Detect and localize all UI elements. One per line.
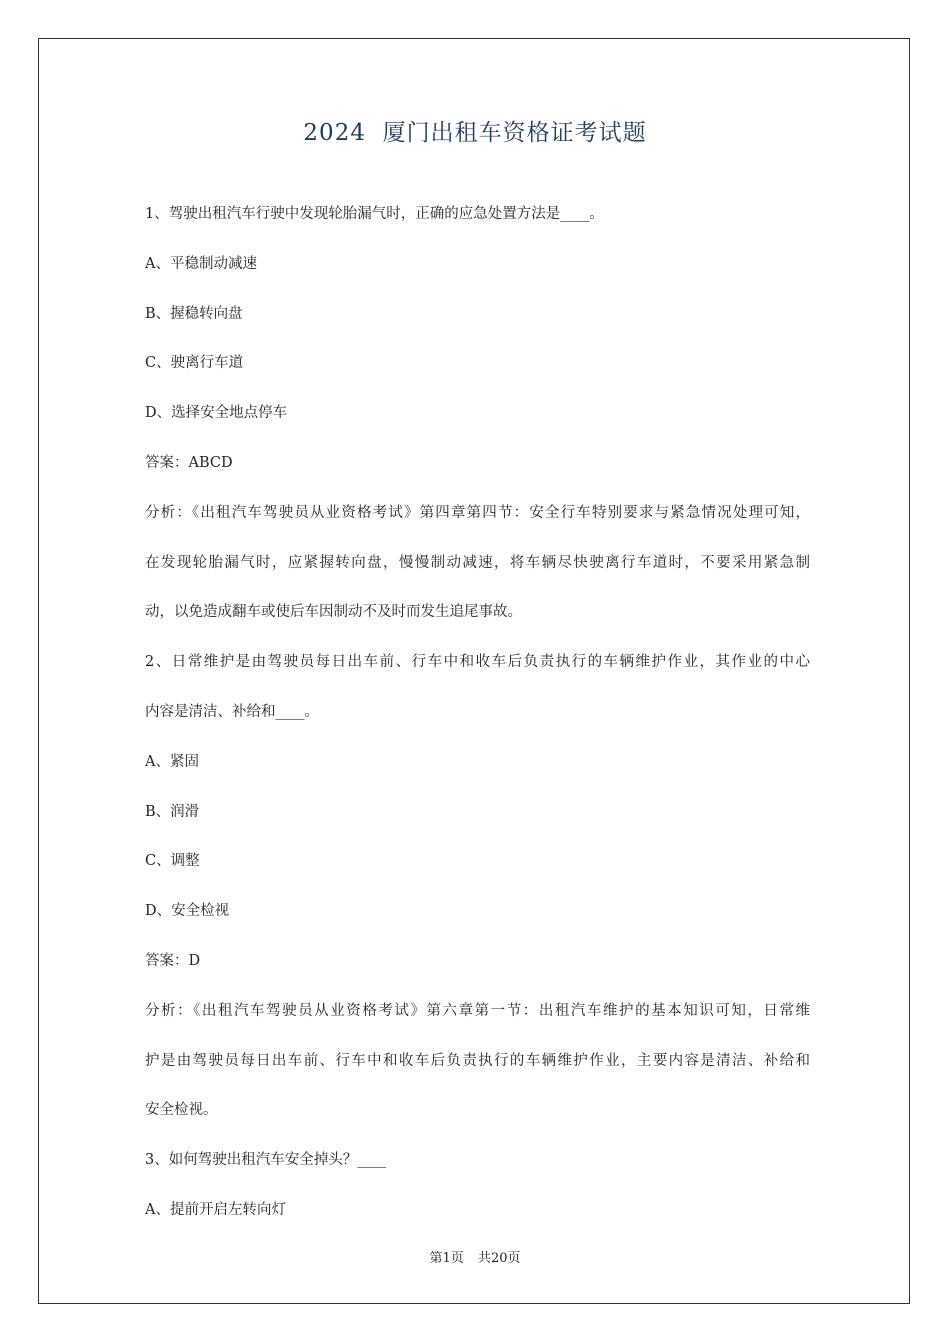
question-1-analysis-line: 分析：《出租汽车驾驶员从业资格考试》第四章第四节：安全行车特别要求与紧急情况处理可知， [145,504,810,521]
question-2-answer: 答案：D [145,952,201,969]
question-1-analysis-line: 动，以免造成翻车或使后车因制动不及时而发生追尾事故。 [145,604,522,621]
question-2-analysis-line: 分析：《出租汽车驾驶员从业资格考试》第六章第一节：出租汽车维护的基本知识可知，日常维 [145,1002,810,1019]
question-1-text: 1、驾驶出租汽车行驶中发现轮胎漏气时，正确的应急处置方法是____。 [145,206,604,222]
question-2-option-a: A、紧固 [145,753,199,770]
page-footer [0,1247,950,1266]
question-2-text-cont: 内容是清洁、补给和____。 [145,703,319,720]
question-3-option-a: A、提前开启左转向灯 [145,1201,286,1218]
question-1-option-a: A、平稳制动减速 [145,255,257,272]
question-1-option-d: D、选择安全地点停车 [145,405,288,422]
page-number: 第1页 [429,1251,464,1266]
question-2-option-c: C、调整 [145,853,200,870]
question-3-text: 3、如何驾驶出租汽车安全掉头？____ [145,1152,387,1169]
question-2-option-d: D、安全检视 [145,903,230,920]
question-2-option-b: B、润滑 [145,803,200,820]
page-title: 2024 厦门出租车资格证考试题 [303,120,647,146]
question-2-text: 2、日常维护是由驾驶员每日出车前、行车中和收车后负责执行的车辆维护作业，其作业的中心 [145,654,810,671]
document-body [145,197,810,1243]
question-2-analysis-line: 护是由驾驶员每日出车前、行车中和收车后负责执行的车辆维护作业，主要内容是清洁、补给和 [145,1052,810,1069]
question-1-answer: 答案：ABCD [145,454,233,471]
question-1-analysis-line: 在发现轮胎漏气时，应紧握转向盘，慢慢制动减速，将车辆尽快驶离行车道时，不要采用紧急制 [145,554,810,571]
question-1-option-b: B、握稳转向盘 [145,305,243,322]
question-2-analysis-line: 安全检视。 [145,1102,218,1119]
page-total: 共20页 [477,1251,521,1266]
question-1-option-c: C、驶离行车道 [145,355,244,372]
